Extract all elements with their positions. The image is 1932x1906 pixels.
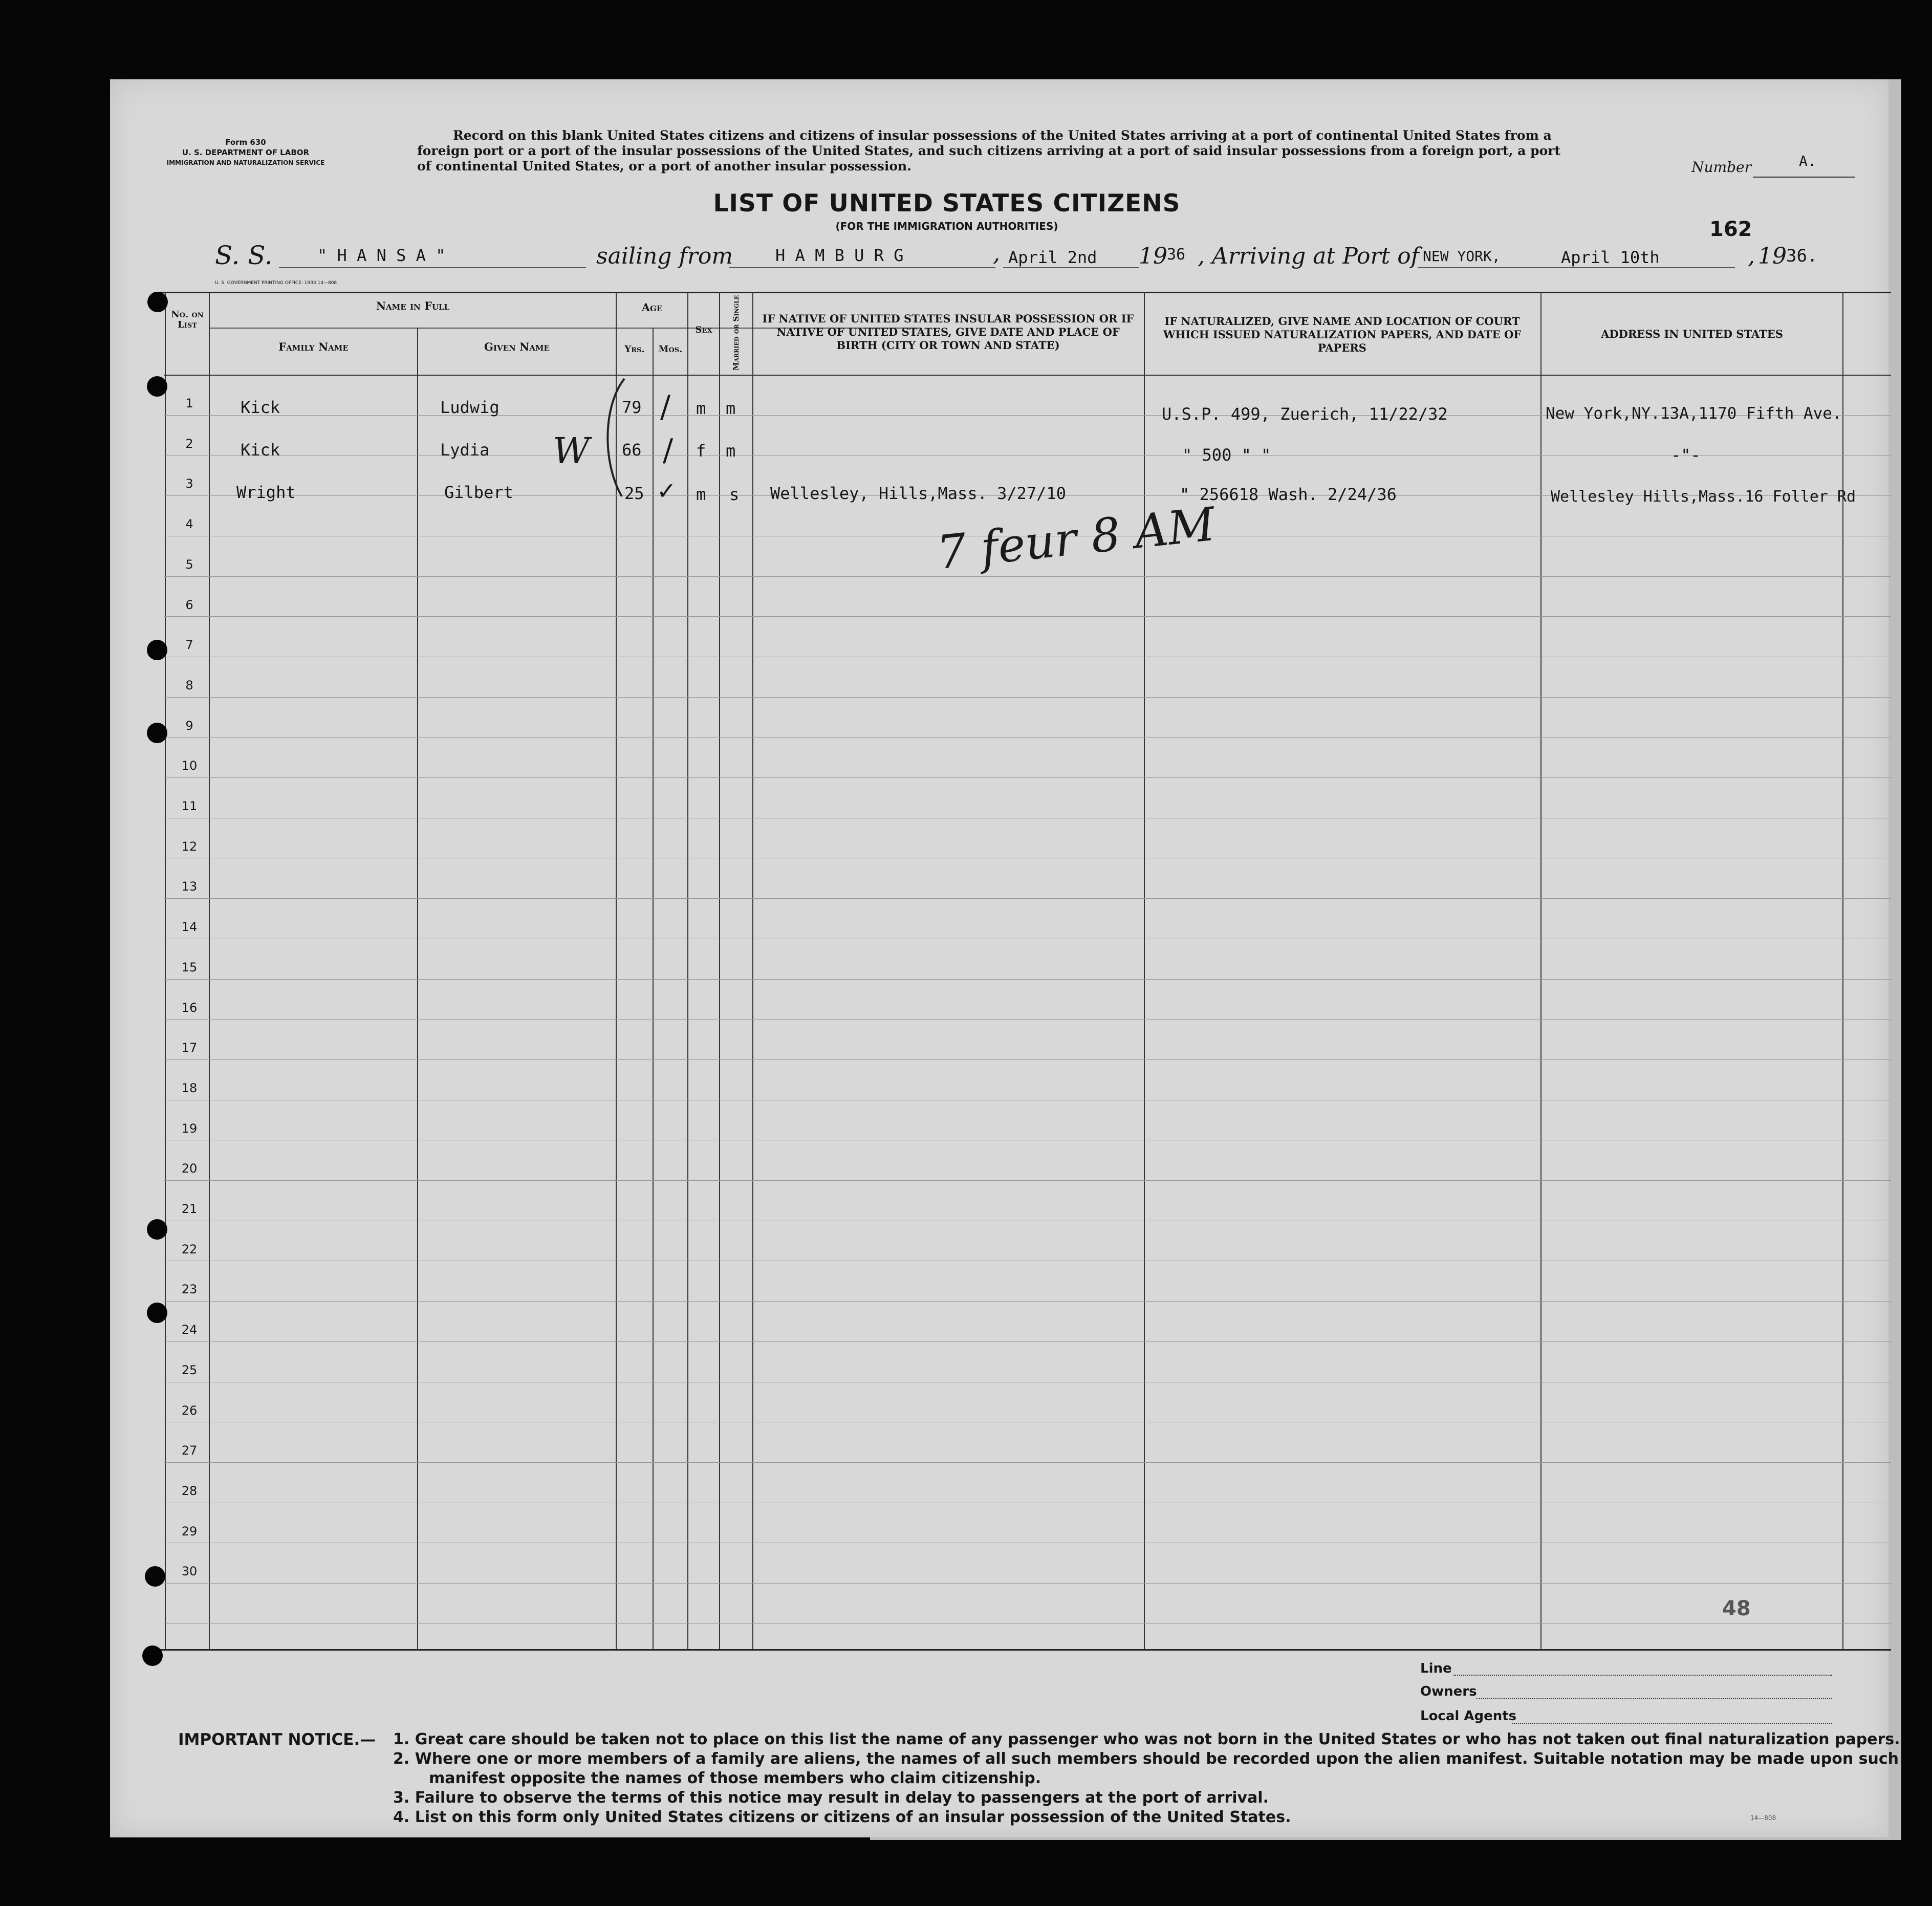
sex-cell: m <box>696 485 706 504</box>
form-info <box>143 137 348 168</box>
row-ruling <box>164 1059 1891 1060</box>
given-name-cell: Ludwig <box>440 398 500 417</box>
ship-name-line <box>279 267 586 268</box>
address-cell: -"- <box>1671 445 1701 465</box>
punch-hole <box>145 1566 165 1587</box>
row-ruling <box>164 1180 1891 1181</box>
header-married-or-single: Married or Single <box>731 295 741 371</box>
header-name-in-full: Name in Full <box>376 299 450 312</box>
row-number: 26 <box>181 1403 198 1418</box>
row-number: 28 <box>181 1484 198 1498</box>
departure-year: 36 <box>1167 246 1186 264</box>
departure-date: April 2nd <box>1008 248 1097 267</box>
sheet-stamp: 48 <box>1722 1597 1751 1620</box>
row-ruling <box>164 1462 1891 1463</box>
line-label: Line <box>1420 1661 1452 1676</box>
row-ruling <box>164 1019 1891 1020</box>
handwritten-mark: W <box>553 430 590 472</box>
row-number: 21 <box>181 1202 198 1216</box>
number-value: A. <box>1799 153 1816 169</box>
punch-hole <box>147 1303 167 1323</box>
row-number: 7 <box>185 638 193 652</box>
address-cell: Wellesley Hills,Mass.16 Foller Rd <box>1551 488 1856 506</box>
age-yrs-cell: 25 <box>624 484 644 503</box>
printing-office: U. S. GOVERNMENT PRINTING OFFICE: 1933 14—808 <box>215 280 337 286</box>
sex-cell: m <box>696 399 706 418</box>
age-mos-cell: / <box>663 432 674 468</box>
given-name-cell: Gilbert <box>444 483 513 502</box>
age-yrs-cell: 79 <box>622 398 642 417</box>
row-ruling <box>164 1341 1891 1342</box>
header-yrs: Yrs. <box>624 344 645 355</box>
row-number: 4 <box>185 517 193 531</box>
row-number: 17 <box>181 1041 198 1055</box>
row-number: 29 <box>181 1524 198 1539</box>
page-title: LIST OF UNITED STATES CITIZENS <box>713 189 1181 218</box>
departure-port-line <box>729 267 995 268</box>
row-number: 8 <box>185 678 193 692</box>
marital-cell: s <box>729 485 740 504</box>
marital-cell: m <box>726 441 736 461</box>
row-number: 1 <box>185 396 193 410</box>
instructions-line-3: of continental United States, or a port of another insular possession. <box>417 159 911 174</box>
row-number: 30 <box>181 1564 198 1578</box>
header-sex: Sex <box>695 324 712 335</box>
row-number: 22 <box>181 1242 198 1257</box>
instructions <box>417 128 1594 174</box>
punch-hole <box>142 1645 163 1666</box>
punch-hole <box>147 376 167 397</box>
row-ruling <box>164 777 1891 778</box>
ship-name: " H A N S A " <box>317 246 446 265</box>
agents-label: Local Agents <box>1420 1708 1517 1724</box>
row-ruling <box>164 697 1891 698</box>
naturalization-cell: U.S.P. 499, Zuerich, 11/22/32 <box>1162 404 1448 424</box>
page-number: 162 <box>1709 218 1752 241</box>
page-subtitle: (FOR THE IMMIGRATION AUTHORITIES) <box>835 220 1058 232</box>
row-number: 23 <box>181 1282 198 1296</box>
owners-label: Owners <box>1420 1684 1477 1699</box>
notice-3: 3. Failure to observe the terms of this notice may result in delay to passengers at the port of arrival. <box>393 1789 1269 1807</box>
arrival-year-prefix: 19 <box>1758 243 1787 269</box>
row-number: 11 <box>181 799 198 813</box>
arrival-date: April 10th <box>1561 248 1660 267</box>
ss-label: S. S. <box>215 241 273 270</box>
punch-hole <box>147 640 167 660</box>
arrival-port: NEW YORK, <box>1423 248 1501 265</box>
row-number: 24 <box>181 1323 198 1337</box>
header-naturalization: IF NATURALIZED, GIVE NAME AND LOCATION OF COURT WHICH ISSUED NATURALIZATION PAPERS, AND DATE OF PAPERS <box>1163 315 1522 354</box>
row-number: 3 <box>185 476 193 491</box>
col-line-4 <box>653 328 654 1649</box>
notice-2: 2. Where one or more members of a family are aliens, the names of all such members should be recorded upon the alien manifest. Suitable notation may be made upon such <box>393 1750 1899 1768</box>
header-birth-info: IF NATIVE OF UNITED STATES INSULAR POSSESSION OR IF NATIVE OF UNITED STATES, GIVE DATE AND PLACE OF BIRTH (CITY OR TOWN AND STATE) <box>762 312 1134 352</box>
row-number: 27 <box>181 1443 198 1458</box>
row-number: 6 <box>185 598 193 612</box>
row-number: 14 <box>181 920 198 934</box>
table-top-border <box>154 292 1891 293</box>
row-ruling <box>164 1301 1891 1302</box>
number-line <box>1753 177 1855 178</box>
punch-hole <box>147 292 168 312</box>
row-number: 25 <box>181 1363 198 1377</box>
notice-1: 1. Great care should be taken not to place on this list the name of any passenger who was not born in the United States or who has not taken out final naturalization papers. <box>393 1730 1900 1748</box>
number-label: Number <box>1691 159 1751 176</box>
family-name-cell: Kick <box>241 398 280 417</box>
header-given-name: Given Name <box>484 340 550 353</box>
notice-4: 4. List on this form only United States citizens or citizens of an insular possession of the United States. <box>393 1808 1291 1826</box>
punch-hole <box>147 723 167 743</box>
form-number: Form 630 <box>225 138 266 147</box>
row-number: 18 <box>181 1081 198 1095</box>
line-field <box>1453 1675 1832 1676</box>
notice-heading: IMPORTANT NOTICE.— <box>178 1730 376 1749</box>
row-ruling <box>164 1583 1891 1584</box>
row-number: 2 <box>185 437 193 451</box>
header-bottom-border <box>164 375 1891 376</box>
row-number: 16 <box>181 1001 198 1015</box>
instructions-line-2: foreign port or a port of the insular possessions of the United States, and such citizens arriving at a port of said insular possessions from a foreign port, a port <box>417 143 1560 158</box>
row-number: 13 <box>181 879 198 894</box>
row-ruling <box>164 455 1891 456</box>
row-number: 10 <box>181 759 198 773</box>
age-yrs-cell: 66 <box>622 440 642 460</box>
naturalization-cell: " 256618 Wash. 2/24/36 <box>1180 485 1397 504</box>
row-number: 15 <box>181 960 198 974</box>
col-line-2 <box>417 328 418 1649</box>
sex-cell: f <box>696 441 706 461</box>
header-address: ADDRESS IN UNITED STATES <box>1601 328 1783 340</box>
birth-cell: Wellesley, Hills,Mass. 3/27/10 <box>770 484 1066 503</box>
service: IMMIGRATION AND NATURALIZATION SERVICE <box>166 159 325 166</box>
instructions-line-1: Record on this blank United States citizens and citizens of insular possessions of the United States arriving at a port of continental United States from a <box>453 128 1552 143</box>
row-ruling <box>164 979 1891 980</box>
header-family-name: Family Name <box>278 340 349 353</box>
family-name-cell: Kick <box>241 440 280 460</box>
header-no-on-list: No. on List <box>171 309 204 330</box>
row-number: 12 <box>181 839 198 854</box>
comma-1: , <box>993 241 1000 267</box>
punch-hole <box>147 1219 167 1240</box>
agents-field <box>1512 1723 1832 1724</box>
arrival-line <box>1418 267 1735 268</box>
row-ruling <box>164 616 1891 617</box>
row-ruling <box>164 576 1891 577</box>
bracket-mark <box>594 374 629 502</box>
naturalization-cell: " 500 " " <box>1182 445 1271 465</box>
header-age: Age <box>641 301 663 314</box>
given-name-cell: Lydia <box>440 440 490 460</box>
owners-field <box>1477 1698 1832 1699</box>
sailing-from-label: sailing from <box>596 243 733 269</box>
arriving-label: , Arriving at Port of <box>1198 243 1419 269</box>
row-number: 5 <box>185 557 193 572</box>
family-name-cell: Wright <box>236 483 296 502</box>
age-mos-cell: / <box>660 389 671 425</box>
age-mos-cell: ✓ <box>657 477 677 505</box>
row-ruling <box>164 737 1891 738</box>
department: U. S. DEPARTMENT OF LABOR <box>182 148 310 157</box>
departure-date-line <box>1003 267 1139 268</box>
marital-cell: m <box>726 399 736 418</box>
row-ruling <box>164 898 1891 899</box>
arrival-year: 36. <box>1786 246 1818 266</box>
row-number: 19 <box>181 1121 198 1136</box>
comma-2: , <box>1748 243 1755 269</box>
form-code: 14—808 <box>1750 1814 1776 1822</box>
table-bottom-border <box>154 1649 1891 1651</box>
header-mos: Mos. <box>658 344 683 355</box>
departure-port: H A M B U R G <box>775 246 904 265</box>
departure-year-prefix: 19 <box>1139 243 1167 269</box>
row-number: 9 <box>185 719 193 733</box>
address-cell: New York,NY.13A,1170 Fifth Ave. <box>1546 404 1842 423</box>
notice-2-continued: manifest opposite the names of those members who claim citizenship. <box>429 1769 1041 1787</box>
row-number: 20 <box>181 1161 198 1176</box>
handwritten-note: 7 feur 8 AM <box>935 497 1218 580</box>
row-ruling <box>164 1623 1891 1624</box>
